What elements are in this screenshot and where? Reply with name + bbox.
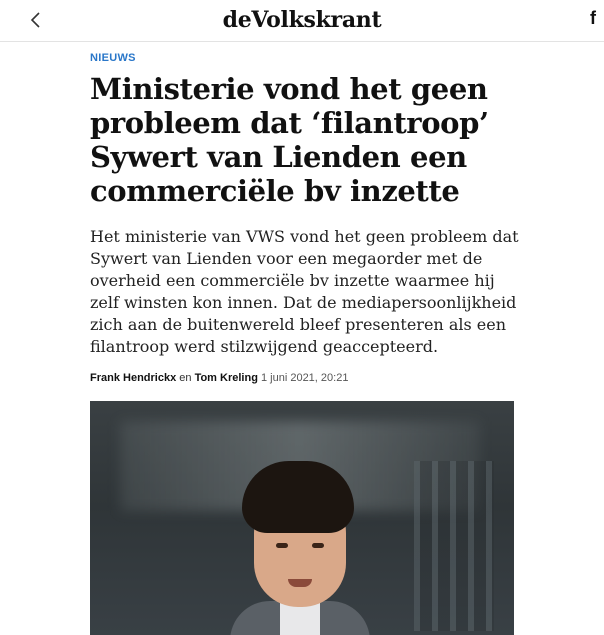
byline xyxy=(90,372,530,384)
photo-eye xyxy=(276,543,288,548)
photo-hair xyxy=(242,461,354,533)
article-title: Ministerie vond het geen probleem dat ‘filantroop’ Sywert van Lienden een commerciële bv inzette xyxy=(90,72,489,208)
top-bar xyxy=(0,0,604,42)
byline-connector: en xyxy=(176,372,195,384)
article xyxy=(90,52,530,414)
section-label[interactable]: NIEUWS xyxy=(90,52,136,64)
photo-mouth xyxy=(288,579,312,587)
facebook-icon[interactable]: f xyxy=(590,8,596,28)
article-photo xyxy=(90,401,514,635)
author-link[interactable]: Tom Kreling xyxy=(194,372,258,384)
author-link[interactable]: Frank Hendrickx xyxy=(90,372,177,384)
article-lead: Het ministerie van VWS vond het geen probleem dat Sywert van Lienden voor een megaorder met de overheid een commerciële bv inzette waarmee hij zelf winsten kon innen. Dat de mediapersoonlijkheid zich aan de buitenwereld bleef presenteren als een filantroop werd stilzwijgend geaccepteerd. xyxy=(90,227,519,356)
photo-eye xyxy=(312,543,324,548)
photo-person xyxy=(230,461,370,635)
site-logo[interactable]: deVolkskrant xyxy=(222,7,382,33)
photo-background-structure xyxy=(414,461,494,631)
publish-date: 1 juni 2021, 20:21 xyxy=(257,372,349,384)
